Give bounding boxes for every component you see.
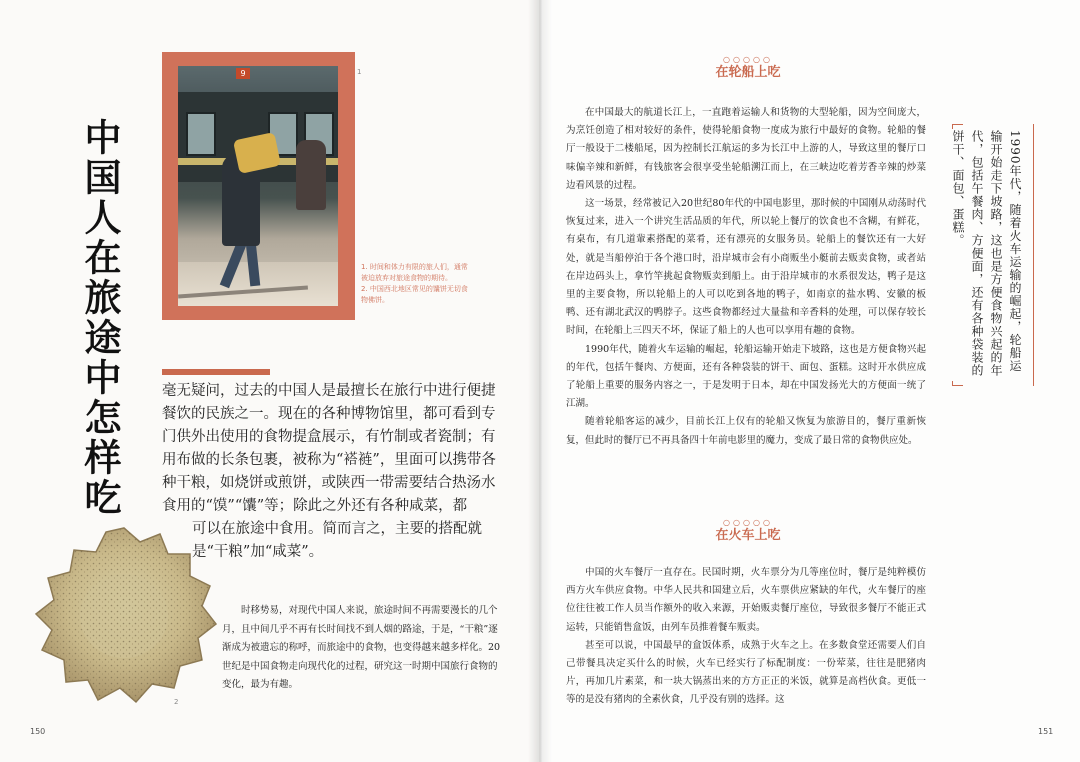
heading-ornament: ○○○○○: [723, 55, 773, 64]
section-train-body: [566, 564, 926, 710]
section-ship-body: [566, 104, 926, 450]
nang-bread-image: [26, 520, 222, 716]
train-window: [186, 112, 216, 156]
figure-2-number: 2: [174, 698, 179, 706]
body-paragraph: 随着轮船客运的减少，目前长江上仅有的轮船又恢复为旅游目的，餐厅重新恢复，但此时的餐厅已不再具备四十年前电影里的魔力，变成了最日常的食物供应处。: [566, 416, 926, 446]
accent-rule: [162, 369, 270, 375]
heading-ornament: ○○○○○: [723, 518, 773, 527]
section-heading-train: [668, 518, 828, 545]
book-gutter: [528, 0, 552, 762]
body-paragraph: 时移势易，对现代中国人来说，旅途时间不再需要漫长的几个月，且中间几乎不再有长时间找不到人烟的路途，于是，“干粮”逐渐成为被遗忘的称呼，而旅途中的食物，也变得越来越多样化。20世纪是中国食物走向现代化的过程，研究这一时期中国旅行食物的变化，最为有趣。: [222, 605, 501, 690]
pull-quote: [952, 124, 1028, 386]
page-title: 中国人在旅途中怎样吃: [78, 118, 122, 518]
section-heading-ship: [668, 55, 828, 82]
bracket-bottom: [952, 381, 963, 386]
pull-quote-text: 1990年代，随着火车运输的崛起，轮船运输开始走下坡路，这也是方便食物兴起的年代，包括午餐肉、方便面，还有各种袋装的饼干、面包、蛋糕。: [951, 130, 1022, 377]
body-paragraph: 这一场景，经常被记入20世纪80年代的中国电影里，那时候的中国刚从动荡时代恢复过来，进入一个讲究生活品质的年代，所以轮上餐厅的饮食也不含糊，有鲜花，有桌布，有几道軰素搭配的菜肴，还有漂亮的女服务员。轮船上的餐饮还有一大好处，就是当船停泊于各个港口时，沿岸城市会有小商贩坐小艇前去贩卖食物，或者站在岸边码头上，拿竹竿挑起食物贩卖到船上。由于沿岸城市的水系很发达，鸭子是这里的主要食物，所以轮船上的人可以吃到各地的鸭子，如南京的盐水鸭、安徽的板鸭、还有湖北武汉的鸭脖子。这些食物都经过大量盐和辛香料的处理，可以保存较长时间，在轮船上三四天不坏，保证了船上的人也可以享用有趣的食物。: [566, 198, 926, 337]
body-paragraph: 在中国最大的航道长江上，一直跑着运输人和货物的大型轮船，因为空间庞大，为烹饪创造了相对较好的条件，使得轮船食物一度成为旅行中最好的食物。轮船的餐厅一般设于二楼船尾，因为控制长江航运的多为长江中上游的人，导致这里的餐厅口味偏辛辣和新鲜，有钱旅客会很享受坐轮船溯江而上，在三峡边吃着芳香辛辣的炒菜边看风景的过程。: [566, 107, 926, 191]
page-number: 151: [1038, 727, 1054, 736]
heading-text: 在轮船上吃: [715, 65, 781, 80]
bystander-figure: [296, 140, 326, 210]
car-number-sign: 9: [236, 68, 250, 79]
caption-line: 2. 中国西北地区常见的馕饼无切食物佛饼。: [361, 285, 468, 304]
bracket-top: [952, 124, 963, 129]
figure-1-number: 1: [357, 68, 362, 76]
body-paragraph: 中国的火车餐厅一直存在。民国时期，火车票分为几等座位时，餐厅是纯粹模仿西方火车供应食物。中华人民共和国建立后，火车票供应紧缺的年代，火车餐厅的座位往往被工作人员当作额外的收入来源，开始贩卖餐厅座位，导致很多餐厅不能正式运转，只能销售盒饭，由列车员推着餐车贩卖。: [566, 567, 926, 633]
body-paragraph: 甚至可以说，中国最早的盒饭体系，成熟于火车之上。在多数食堂还需要人们自己带餐具决定买什么的时候，火车已经实行了标配制度：一份荤菜，往往是肥猪肉片，再加几片素菜，和一块大锅蒸出来的方方正正的米饭，就算是高档伙食。更低一等的是没有猪肉的全素伙食，几乎没有别的选择。这: [566, 639, 926, 706]
lead-text: 可以在旅途中食用。简而言之，主要的搭配就是“干粮”加“咸菜”。: [192, 521, 482, 560]
figure-1-frame: [162, 52, 355, 320]
body-paragraph: 1990年代，随着火车运输的崛起，轮船运输开始走下坡路，这也是方便食物兴起的年代，包括午餐肉、方便面，还有各种袋装的饼干、面包、蛋糕。这时开水供应成了轮船上重要的服务内容之一，于是发明于日本，却在中国发扬光大的方便面一统了江湖。: [566, 343, 926, 410]
page-number: 150: [30, 727, 46, 736]
train-station-photo: [178, 66, 338, 306]
heading-text: 在火车上吃: [715, 528, 781, 543]
lead-text: 毫无疑问，过去的中国人是最擅长在旅行中进行便捷餐饮的民族之一。现在的各种博物馆里，都可看到专门供外出使用的食物提盒展示，有竹制或者瓷制；有用布做的长条包裹，被称为“褡裢”，里面可以携带各种干粮，如烧饼或煎饼，或陕西一带需要结合热汤水食用的“馍”“馕”等；除此之外还有各种咸菜，都: [162, 383, 496, 514]
body-text: [222, 602, 504, 695]
caption-line: 1. 时间和体力有限的旅人们，通常被迫放弃对旅途食物的期待。: [361, 263, 468, 282]
figure-caption: [361, 262, 469, 306]
pull-quote-rule: [1033, 124, 1035, 386]
